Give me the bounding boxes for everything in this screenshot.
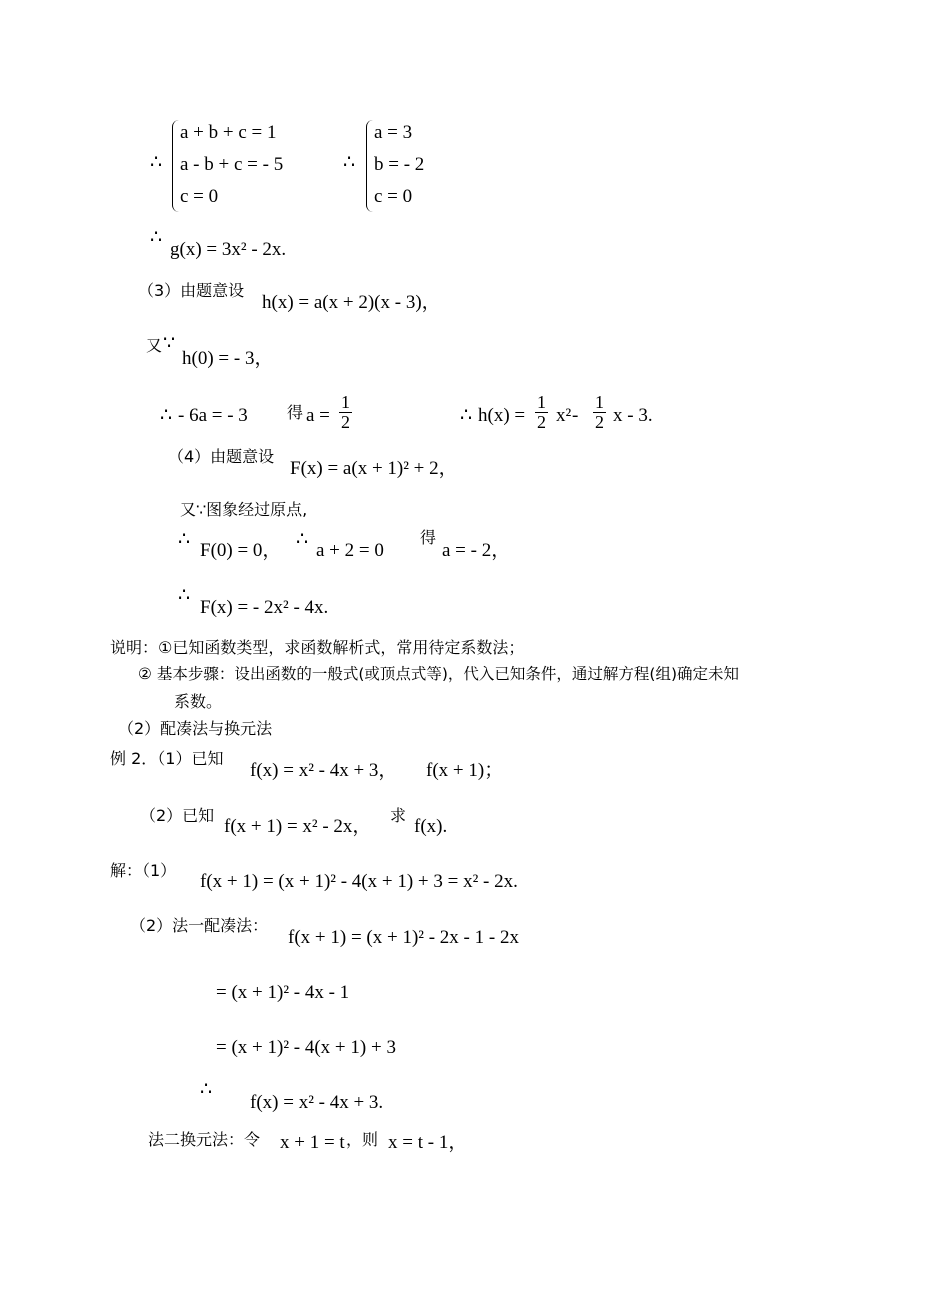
example2-label: 例 2．（1）已知 [110, 749, 224, 768]
system1-eq1: a + b + c = 1 [180, 122, 277, 143]
part4-line2: 又∵图象经过原点, [180, 500, 308, 519]
method2-label: 法二换元法：令 [148, 1130, 261, 1149]
method1-result: f(x) = x² - 4x + 3. [250, 1092, 384, 1113]
note-item1: ①已知函数类型，求函数解析式，常用待定系数法； [158, 638, 525, 657]
system2-brace [366, 120, 373, 212]
method2-then: ，则 [346, 1130, 379, 1149]
system1-eq2: a - b + c = - 5 [180, 154, 284, 175]
note-item2-cont: 系数。 [174, 692, 223, 711]
method1-label: （2）法一配凑法： [130, 916, 269, 935]
therefore-symbol: ∴ [178, 529, 191, 550]
system1-brace [172, 120, 179, 212]
note-label: 说明： [110, 638, 159, 657]
because-symbol: ∵ [163, 333, 176, 354]
therefore-symbol: ∴ [296, 529, 309, 550]
part3-also: 又 [146, 336, 163, 355]
part3-get: 得 [287, 403, 304, 422]
section-heading: （2）配凑法与换元法 [118, 719, 273, 738]
part4-cond1: F(0) = 0， [200, 540, 282, 561]
part4-a-value: a = - 2， [442, 540, 511, 561]
therefore-symbol: ∴ [460, 405, 473, 426]
therefore-symbol: ∴ [178, 585, 191, 606]
example2-f2-ask: f(x). [414, 816, 448, 837]
fraction-half: $\frac{1}{2}$ [537, 392, 546, 432]
fraction-half: $\frac{1}{2}$ [341, 392, 350, 432]
example2-f1: f(x) = x² - 4x + 3， [250, 760, 398, 781]
method2-x: x = t - 1， [388, 1132, 468, 1153]
example2-f1-ask: f(x + 1)； [426, 760, 504, 781]
part4-get: 得 [420, 528, 437, 547]
part3-a-value: a = [306, 405, 330, 426]
minus-sign: - [572, 405, 579, 426]
therefore-symbol: ∴ [160, 405, 173, 426]
system1-eq3: c = 0 [180, 186, 219, 207]
therefore-symbol: ∴ [150, 227, 163, 248]
system2-eq1: a = 3 [374, 122, 413, 143]
note-item2: ② 基本步骤：设出函数的一般式(或顶点式等)，代入已知条件，通过解方程(组)确定未知 [138, 665, 740, 683]
example2-f2: f(x + 1) = x² - 2x， [224, 816, 372, 837]
part3-equation: - 6a = - 3 [178, 405, 248, 426]
part4-label: （4）由题意设 [168, 447, 275, 466]
method1-line3: = (x + 1)² - 4(x + 1) + 3 [216, 1037, 396, 1058]
system2-eq2: b = - 2 [374, 154, 425, 175]
part3-x-term: x - 3. [613, 405, 653, 426]
part4-cond2: a + 2 = 0 [316, 540, 384, 561]
system2-eq3: c = 0 [374, 186, 413, 207]
g-result: g(x) = 3x² - 2x. [170, 239, 287, 260]
example2-part2-label: （2）已知 [140, 806, 215, 825]
method1-line2: = (x + 1)² - 4x - 1 [216, 982, 350, 1003]
fraction-half: $\frac{1}{2}$ [595, 392, 604, 432]
method2-substitution: x + 1 = t [280, 1132, 345, 1153]
method1-line1: f(x + 1) = (x + 1)² - 2x - 1 - 2x [288, 927, 519, 948]
therefore-symbol: ∴ [150, 152, 163, 173]
part3-h-lhs: h(x) = [478, 405, 526, 426]
solution-s1: f(x + 1) = (x + 1)² - 4(x + 1) + 3 = x² - 2x. [200, 871, 518, 892]
part4-result: F(x) = - 2x² - 4x. [200, 597, 329, 618]
part3-formula: h(x) = a(x + 2)(x - 3)， [262, 292, 441, 313]
part3-x2: x² [556, 405, 572, 426]
therefore-symbol: ∴ [343, 152, 356, 173]
solution-label: 解：（1） [110, 861, 177, 880]
part4-formula: F(x) = a(x + 1)² + 2， [290, 458, 458, 479]
part3-condition: h(0) = - 3， [182, 348, 274, 369]
therefore-symbol: ∴ [200, 1079, 213, 1100]
part3-label: （3）由题意设 [138, 281, 245, 300]
example2-ask: 求 [390, 806, 407, 825]
